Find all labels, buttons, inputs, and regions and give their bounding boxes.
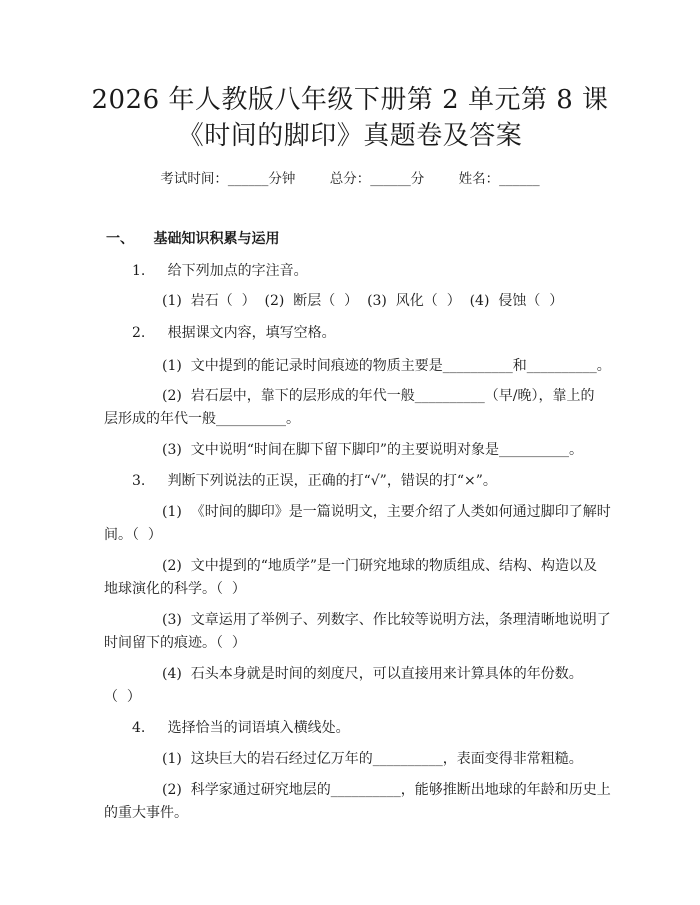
question-3-item-1-cont: 间。（ ）: [104, 527, 162, 543]
question-4-item-1: (1) 这块巨大的岩石经过亿万年的__________，表面变得非常粗糙。: [162, 751, 583, 767]
question-2-item-3: (3) 文中说明“时间在脚下留下脚印”的主要说明对象是__________。: [162, 442, 584, 458]
question-3-item-3: (3) 文章运用了举例子、列数字、作比较等说明方法，条理清晰地说明了: [162, 612, 611, 628]
question-4-stem: 4. 选择恰当的词语填入横线处。: [132, 720, 350, 736]
question-2-item-2-cont: 层形成的年代一般__________。: [104, 411, 300, 427]
page-title-line2: 《时间的脚印》真题卷及答案: [177, 121, 523, 151]
question-1-items: (1) 岩石（ ） (2) 断层（ ） (3) 风化（ ） (4) 侵蚀（ ）: [162, 293, 564, 309]
question-4-item-2-cont: 的重大事件。: [104, 805, 188, 821]
question-3-item-2: (2) 文中提到的“地质学”是一门研究地球的物质组成、结构、构造以及: [162, 558, 598, 574]
page-title-line1: 2026 年人教版八年级下册第 2 单元第 8 课: [91, 85, 609, 115]
question-1-stem: 1. 给下列加点的字注音。: [132, 263, 308, 279]
exam-info-line: 考试时间：______分钟 总分：______分 姓名：______: [160, 171, 540, 187]
question-2-stem: 2. 根据课文内容，填写空格。: [132, 325, 336, 341]
question-4-item-2: (2) 科学家通过研究地层的__________，能够推断出地球的年龄和历史上: [162, 782, 611, 798]
question-3-item-4-cont: （ ）: [104, 689, 141, 705]
question-3-item-4: (4) 石头本身就是时间的刻度尺，可以直接用来计算具体的年份数。: [162, 666, 583, 682]
question-3-item-3-cont: 时间留下的痕迹。（ ）: [104, 635, 246, 651]
question-2-item-2: (2) 岩石层中，靠下的层形成的年代一般__________（早/晚），靠上的: [162, 388, 595, 404]
section-title: 一、 基础知识积累与运用: [106, 231, 280, 247]
question-2-item-1: (1) 文中提到的能记录时间痕迹的物质主要是__________和__________。: [162, 358, 611, 374]
question-3-stem: 3. 判断下列说法的正误，正确的打“√”，错误的打“×”。: [132, 473, 497, 489]
question-3-item-2-cont: 地球演化的科学。（ ）: [104, 581, 246, 597]
question-3-item-1: (1) 《时间的脚印》是一篇说明文，主要介绍了人类如何通过脚印了解时: [162, 504, 611, 520]
